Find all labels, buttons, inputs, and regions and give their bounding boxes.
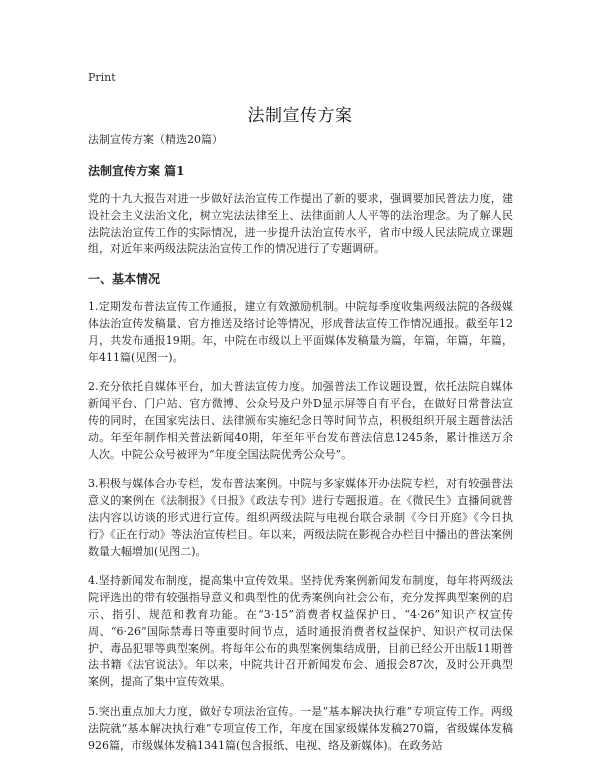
paragraph-item-1: 1.定期发布普法宣传工作通报，建立有效激励机制。中院每季度收集两级法院的各级媒体法治宣传发稿量、官方推送及络讨论等情况，形成普法宣传工作情况通报。截至年12月，共发布通报19期。年，中院在市级以上平面媒体发稿量为篇，年篇，年篇，年篇，年411篇(见图一)。: [88, 300, 513, 364]
document-body: [88, 132, 513, 767]
paragraph-item-3: 3.积极与媒体合办专栏，发布普法案例。中院与多家媒体开办法院专栏，对有较强普法意义的案例在《法制报》《日报》《政法专刊》进行专题报道。在《微民生》直播间就普法内容以访谈的形式进行宣传。组织两级法院与电视台联合录制《今日开庭》《今日执行》《正在行动》等法治宣传栏目。年以来，两级法院在影视合办栏目中播出的普法案例数量大幅增加(见图二)。: [88, 477, 513, 558]
paragraph-item-2: 2.充分依托自媒体平台，加大普法宣传力度。加强普法工作议题设置，依托法院自媒体新闻平台、门户站、官方微博、公众号及户外D显示屏等自有平台，在做好日常普法宣传的同时，在国家宪法日、法律颁布实施纪念日等时间节点，积极组织开展主题普法活动。年至年制作相关普法新闻40期，年至年平台发布普法信息1245条，累计推送万余人次。中院公众号被评为“年度全国法院优秀公众号”。: [88, 380, 513, 461]
section-title: 法制宣传方案 篇1: [88, 164, 185, 178]
heading-basic-situation: 一、基本情况: [88, 272, 161, 287]
document-title: 法制宣传方案: [247, 106, 353, 126]
paragraph-item-5: 5.突出重点加大力度，做好专项法治宣传。一是“基本解决执行难”专项宣传工作。两级法院就“基本解决执行难”专项宣传工作，年度在国家级媒体发稿270篇，省级媒体发稿926篇，市级媒体发稿1341篇(包含报纸、电视、络及新媒体)。在政务站: [88, 704, 513, 752]
paragraph-item-4: 4.坚持新闻发布制度，提高集中宣传效果。坚持优秀案例新闻发布制度，每年将两级法院评选出的带有较强指导意义和典型性的优秀案例向社会公布，充分发挥典型案例的启示、指引、规范和教育功能。在“3·15”消费者权益保护日、“4·26”知识产权宣传周、“6·26”国际禁毒日等重要时间节点，适时通报消费者权益保护、知识产权司法保护、毒品犯罪等典型案例。将每年公布的典型案例集结成册，目前已经公开出版11期普法书籍《法官说法》。年以来，中院共计召开新闻发布会、通报会87次，及时公开典型案例，提高了集中宣传效果。: [88, 574, 513, 689]
document-subtitle: 法制宣传方案（精选20篇）: [88, 133, 223, 146]
intro-paragraph: 党的十九大报告对进一步做好法治宣传工作提出了新的要求，强调要加民普法力度，建设社会主义法治文化，树立宪法法律至上、法律面前人人平等的法治理念。为了解人民法院法治宣传工作的实际情况，进一步提升法治宣传水平，省市中级人民法院成立课题组，对近年来两级法院法治宣传工作的情况进行了专题调研。: [88, 192, 513, 256]
print-label: Print: [88, 71, 116, 84]
